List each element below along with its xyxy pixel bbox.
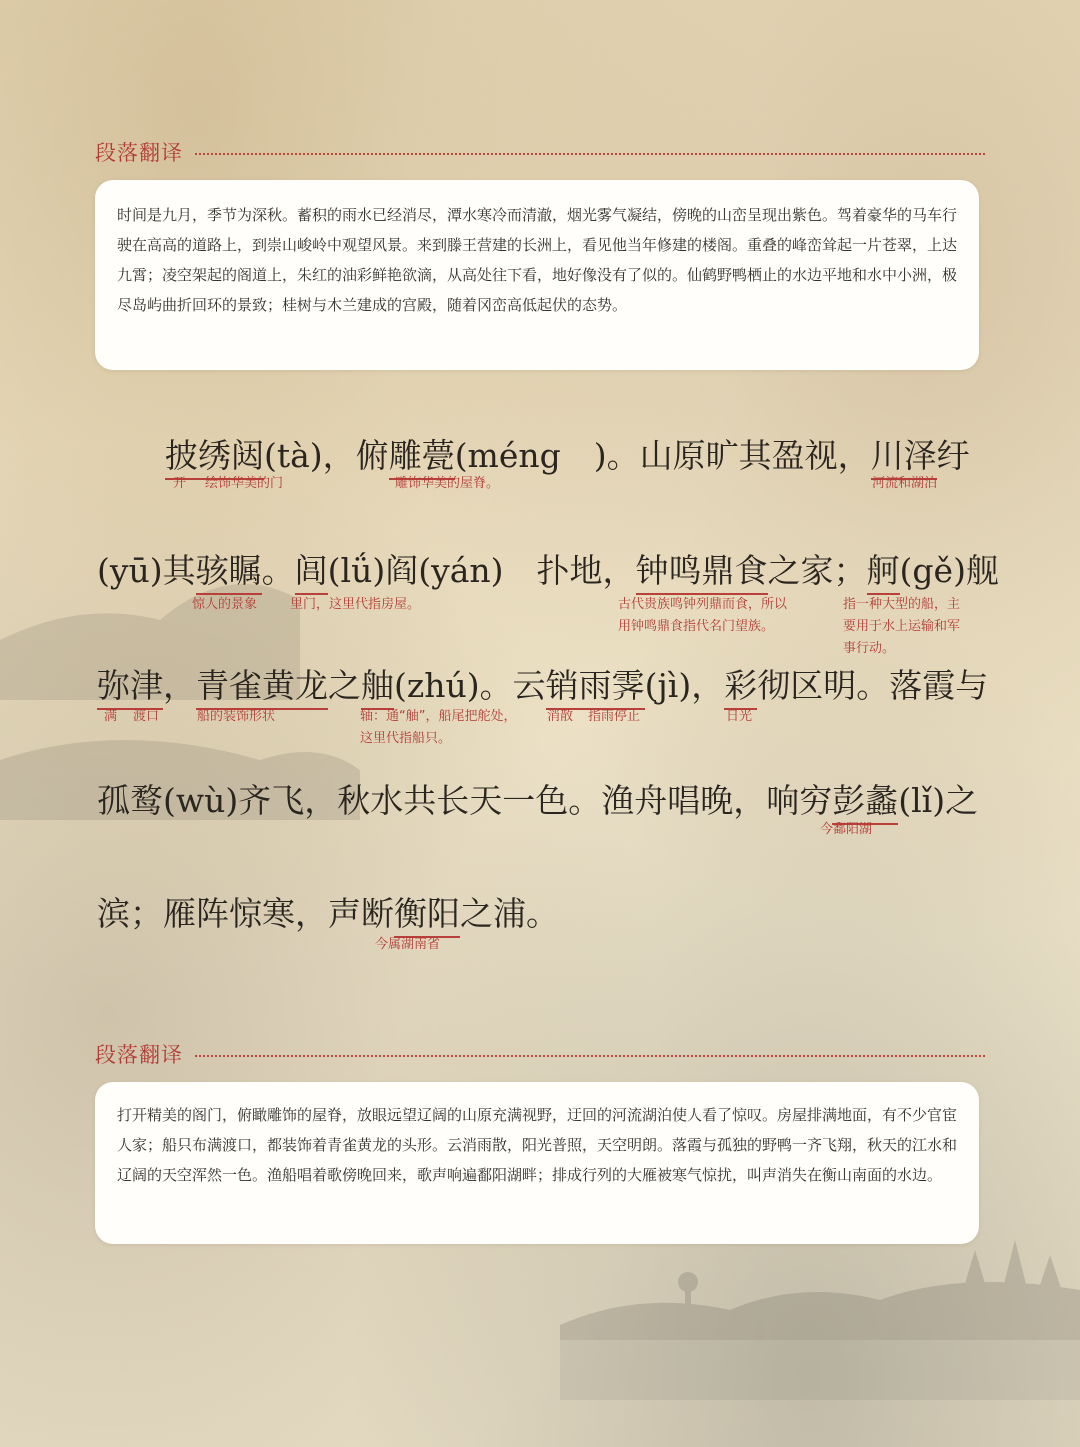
annotation: 用钟鸣鼎食指代名门望族。 <box>618 619 775 634</box>
word: 雕甍 <box>389 430 455 480</box>
translation-card <box>95 180 979 370</box>
annotation: 古代贵族鸣钟列鼎而食，所以 <box>618 597 788 612</box>
word: 青雀黄龙 <box>196 660 328 710</box>
text: 。 <box>261 551 295 590</box>
annotation: 惊人的景象 <box>192 597 258 612</box>
annotation: 今鄱阳湖 <box>820 822 873 837</box>
translation-card <box>95 1082 979 1244</box>
passage-line-2 <box>97 545 999 595</box>
text: (lǐ)之 <box>898 781 979 820</box>
word: 衡阳 <box>394 888 460 938</box>
text: 纡 <box>936 436 970 475</box>
text: (zhú)。云 <box>394 666 546 705</box>
text: (méng )。山原旷其盈视， <box>454 436 871 475</box>
word: 彩 <box>724 660 757 710</box>
annotation: 指一种大型的船，主 <box>843 597 961 612</box>
annotation: 雕饰华美的屋脊。 <box>395 476 500 491</box>
text: (lǘ)阎(yán) 扑地， <box>327 551 636 590</box>
word: 披 <box>165 430 198 480</box>
annotation: 消散 <box>547 709 574 724</box>
word: 彭蠡 <box>832 775 898 825</box>
word: 闾 <box>295 545 328 595</box>
dotted-divider <box>195 1055 985 1057</box>
passage-line-4 <box>97 775 978 825</box>
passage-line-3 <box>97 660 988 710</box>
annotation: 指雨停止 <box>588 709 641 724</box>
text: 之 <box>328 666 361 705</box>
text: 孤鹜(wù)齐飞，秋水共长天一色。渔舟唱晚，响穷 <box>97 781 833 820</box>
section-title: 段落翻译 <box>95 141 183 165</box>
text: 之浦。 <box>460 894 559 933</box>
section-header <box>95 1040 985 1070</box>
text: 彻区明。落霞与 <box>757 666 989 705</box>
text: (jì)， <box>644 666 725 705</box>
word: 弥 <box>97 660 130 710</box>
dotted-divider <box>195 153 985 155</box>
annotation: 船的装饰形状 <box>197 709 276 724</box>
annotation: 轴：通“舳”，船尾把舵处， <box>360 709 517 724</box>
annotation: 绘饰华美的门 <box>205 476 284 491</box>
word: 销 <box>546 660 579 710</box>
text: 之家； <box>767 551 867 590</box>
text: 滨；雁阵惊寒，声断 <box>97 894 394 933</box>
annotation: 事行动。 <box>843 641 896 656</box>
translation-text: 打开精美的阁门，俯瞰雕饰的屋脊，放眼远望辽阔的山原充满视野，迂回的河流湖泊使人看了惊叹。房屋排满地面，有不少官宦人家；船只布满渡口，都装饰着青雀黄龙的头形。云消雨散，阳光普照，天空明朗。落霞与孤独的野鸭一齐飞翔，秋天的江水和辽阔的天空浑然一色。渔船唱着歌傍晚回来，歌声响遍鄱阳湖畔；排成行列的大雁被寒气惊扰，叫声消失在衡山南面的水边。 <box>117 1106 958 1184</box>
word: 骇瞩 <box>196 545 262 595</box>
text: (tà)，俯 <box>264 436 389 475</box>
word: 舳 <box>361 660 394 710</box>
word: 雨霁 <box>579 660 645 710</box>
section-title: 段落翻译 <box>95 1043 183 1067</box>
text: (yū)其 <box>97 551 196 590</box>
text: ， <box>163 666 196 705</box>
annotation: 要用于水上运输和军 <box>843 619 961 634</box>
annotation: 渡口 <box>133 709 160 724</box>
annotation: 今属湖南省 <box>375 937 441 952</box>
annotation: 河流和湖泊 <box>872 476 938 491</box>
annotation: 开 <box>173 476 187 491</box>
annotation: 满 <box>104 709 118 724</box>
word: 川泽 <box>871 430 937 480</box>
translation-text: 时间是九月，季节为深秋。蓄积的雨水已经消尽，潭水寒冷而清澈，烟光雾气凝结，傍晚的山峦呈现出紫色。驾着豪华的马车行驶在高高的道路上，到崇山峻岭中观望风景。来到滕王营建的长洲上，看见他当年修建的楼阁。重叠的峰峦耸起一片苍翠，上达九霄；凌空架起的阁道上，朱红的油彩鲜艳欲滴，从高处往下看，地好像没有了似的。仙鹤野鸭栖止的水边平地和水中小洲，极尽岛屿曲折回环的景致；桂树与木兰建成的宫殿，随着冈峦高低起伏的态势。 <box>117 206 958 314</box>
text: (gě)舰 <box>899 551 999 590</box>
annotation: 这里代指船只。 <box>360 731 452 746</box>
passage-line-1 <box>165 430 970 480</box>
annotation: 里门，这里代指房屋。 <box>290 597 421 612</box>
word: 钟鸣鼎食 <box>636 545 768 595</box>
word: 舸 <box>867 545 900 595</box>
annotation: 日光 <box>726 709 753 724</box>
passage-line-5 <box>97 888 559 938</box>
word: 绣闼 <box>198 430 264 480</box>
section-header <box>95 138 985 168</box>
word: 津 <box>130 660 163 710</box>
